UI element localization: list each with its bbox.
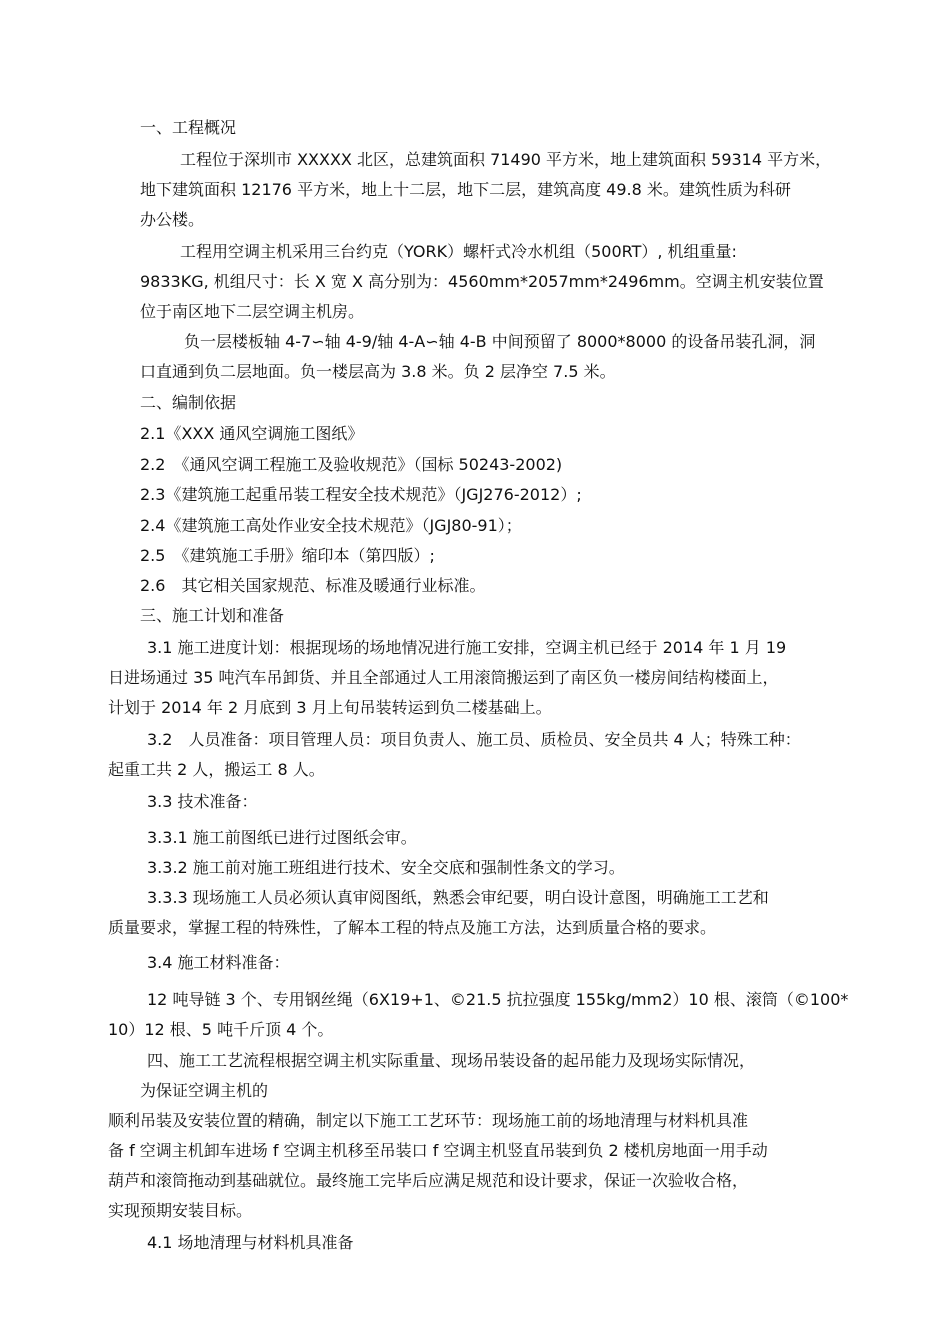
- tech-prep-item-3-3-2: 3.3.2 施工前对施工班组进行技术、安全交底和强制性条文的学习。: [147, 858, 625, 877]
- materials-line-1: 12 吨导链 3 个、专用钢丝绳（6X19+1、©21.5 抗拉强度 155kg/mm2）10 根、滚筒（©100*: [147, 990, 849, 1009]
- overview-para-3-line-2: 口直通到负二层地面。负一楼层高为 3.8 米。负 2 层净空 7.5 米。: [140, 362, 616, 381]
- tech-prep-item-3-3-3-line-1: 3.3.3 现场施工人员必须认真审阅图纸，熟悉会审纪要，明白设计意图，明确施工工艺和: [147, 888, 769, 907]
- subsection-heading-4-1: 4.1 场地清理与材料机具准备: [147, 1233, 354, 1252]
- process-line-5: 实现预期安装目标。: [108, 1201, 253, 1220]
- tech-prep-item-3-3-3-line-2: 质量要求，掌握工程的特殊性，了解本工程的特点及施工方法，达到质量合格的要求。: [108, 918, 717, 937]
- tech-prep-item-3-3-1: 3.3.1 施工前图纸已进行过图纸会审。: [147, 828, 417, 847]
- basis-item-2-3: 2.3《建筑施工起重吊装工程安全技术规范》（JGJ276-2012）;: [140, 485, 582, 504]
- section-heading-4: 四、施工工艺流程根据空调主机实际重量、现场吊装设备的起吊能力及现场实际情况，: [147, 1051, 756, 1070]
- basis-item-2-4: 2.4《建筑施工高处作业安全技术规范》（JGJ80-91）；: [140, 516, 522, 535]
- basis-item-2-1: 2.1《XXX 通风空调施工图纸》: [140, 424, 364, 443]
- materials-line-2: 10）12 根、5 吨千斤顶 4 个。: [108, 1020, 334, 1039]
- basis-item-2-2: 2.2 《通风空调工程施工及验收规范》（国标 50243-2002): [140, 455, 563, 474]
- overview-para-3-line-1: 负一层楼板轴 4-7∽轴 4-9/轴 4-A∽轴 4-B 中间预留了 8000*8000 的设备吊装孔洞，洞: [184, 332, 816, 351]
- tech-prep-heading: 3.3 技术准备：: [147, 792, 258, 811]
- process-line-1: 为保证空调主机的: [140, 1081, 269, 1100]
- overview-para-1-line-3: 办公楼。: [140, 210, 205, 229]
- overview-para-1-line-2: 地下建筑面积 12176 平方米，地上十二层，地下二层，建筑高度 49.8 米。建筑性质为科研: [140, 180, 791, 199]
- process-line-3: 备 f 空调主机卸车进场 f 空调主机移至吊装口 f 空调主机竖直吊装到负 2 楼机房地面一用手动: [108, 1141, 768, 1160]
- basis-item-2-6: 2.6 其它相关国家规范、标准及暖通行业标准。: [140, 576, 486, 595]
- staffing-line-1: 3.2 人员准备：项目管理人员：项目负责人、施工员、质检员、安全员共 4 人；特殊工种：: [147, 730, 801, 749]
- process-line-2: 顺利吊装及安装位置的精确，制定以下施工工艺环节：现场施工前的场地清理与材料机具准: [108, 1111, 749, 1130]
- section-heading-3: 三、施工计划和准备: [140, 606, 285, 625]
- materials-heading: 3.4 施工材料准备：: [147, 953, 290, 972]
- schedule-line-2: 日进场通过 35 吨汽车吊卸货、并且全部通过人工用滚筒搬运到了南区负一楼房间结构楼面上，: [108, 668, 779, 687]
- section-heading-2: 二、编制依据: [140, 393, 237, 412]
- section-heading-1: 一、工程概况: [140, 118, 237, 137]
- overview-para-1-line-1: 工程位于深圳市 XXXXX 北区，总建筑面积 71490 平方米，地上建筑面积 59314 平方米，: [180, 150, 832, 169]
- schedule-line-1: 3.1 施工进度计划：根据现场的场地情况进行施工安排，空调主机已经于 2014 年 1 月 19: [147, 638, 787, 657]
- basis-item-2-5: 2.5 《建筑施工手册》缩印本（第四版）;: [140, 546, 435, 565]
- schedule-line-3: 计划于 2014 年 2 月底到 3 月上旬吊装转运到负二楼基础上。: [108, 698, 552, 717]
- overview-para-2-line-3: 位于南区地下二层空调主机房。: [140, 302, 365, 321]
- overview-para-2-line-1: 工程用空调主机采用三台约克（YORK）螺杆式冷水机组（500RT）, 机组重量:: [180, 242, 737, 261]
- overview-para-2-line-2: 9833KG, 机组尺寸：长 X 宽 X 高分别为：4560mm*2057mm*2496mm。空调主机安装位置: [140, 272, 824, 291]
- staffing-line-2: 起重工共 2 人，搬运工 8 人。: [108, 760, 325, 779]
- process-line-4: 葫芦和滚筒拖动到基础就位。最终施工完毕后应满足规范和设计要求，保证一次验收合格，: [108, 1171, 749, 1190]
